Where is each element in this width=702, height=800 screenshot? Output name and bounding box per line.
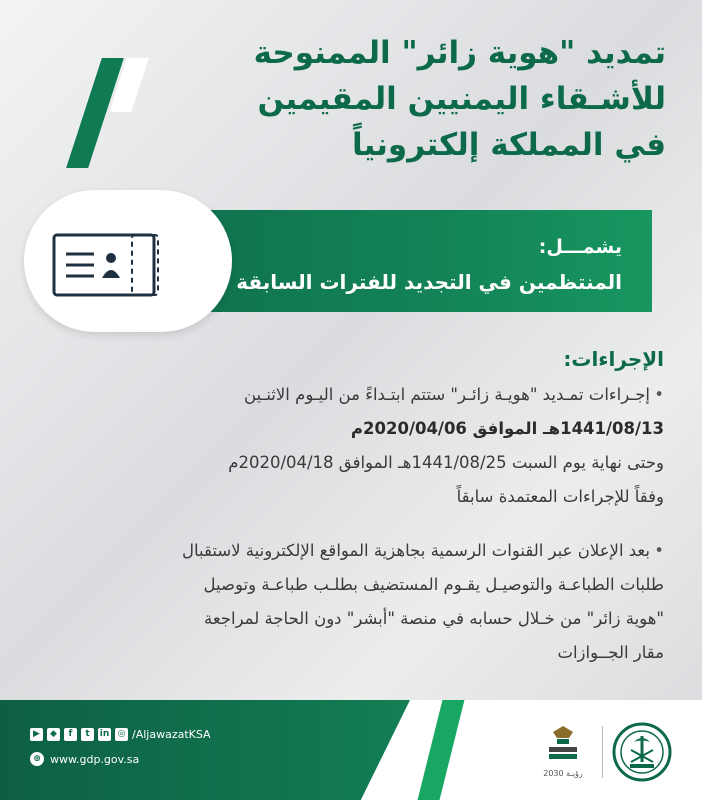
title-line-3: في المملكة إلكترونياً <box>352 127 666 163</box>
procedures-heading: الإجراءات: <box>563 347 664 371</box>
footer-accent-stripe <box>418 700 465 800</box>
procedure-1-line-1: إجـراءات تمـديد "هويـة زائـر" ستتم ابتـداءً من اليـوم الاثنـين <box>243 385 650 404</box>
bullet-icon: • <box>654 385 664 404</box>
decorative-stripe-green <box>66 58 124 168</box>
bullet-icon: • <box>654 541 664 560</box>
includes-text: المنتظمين في التجديد للفترات السابقة <box>236 270 622 294</box>
globe-icon: ⊕ <box>30 752 44 766</box>
includes-label: يشمـــل: <box>538 236 622 258</box>
procedure-2-line-4: مقار الجــوازات <box>557 643 664 662</box>
procedure-item-1 <box>64 378 664 514</box>
logo-divider <box>602 726 603 778</box>
snapchat-icon[interactable]: ◆ <box>47 728 60 741</box>
footer <box>0 700 702 800</box>
website-link[interactable] <box>30 752 139 766</box>
id-card-icon <box>24 190 232 332</box>
procedure-1-line-2: 1441/08/13هـ الموافق 2020/04/06م <box>350 419 664 438</box>
id-card-badge <box>24 190 232 332</box>
website-url[interactable]: www.gdp.gov.sa <box>50 752 140 766</box>
title-line-1: تمديد "هوية زائر" الممنوحة <box>253 35 666 71</box>
procedure-1-line-4: وفقاً للإجراءات المعتمدة سابقاً <box>456 487 664 506</box>
footer-green-band <box>0 700 410 800</box>
instagram-icon[interactable]: ◎ <box>115 728 128 741</box>
social-handle[interactable]: /AljawazatKSA <box>132 728 211 741</box>
procedure-2-line-1: بعد الإعلان عبر القنوات الرسمية بجاهزية المواقع الإلكترونية لاستقبال <box>182 541 650 560</box>
jawazat-emblem-logo <box>612 722 672 782</box>
procedure-2-line-3: "هوية زائر" من خـلال حسابه في منصة "أبشر" دون الحاجة لمراجعة <box>203 609 664 628</box>
procedure-1-line-3: وحتى نهاية يوم السبت 1441/08/25هـ الموافق 2020/04/18م <box>228 453 664 472</box>
vision-caption: رؤيـة 2030 <box>543 769 583 778</box>
social-links <box>30 728 211 741</box>
page-title <box>146 30 666 168</box>
procedure-2-line-2: طلبات الطباعـة والتوصيـل يقـوم المستضيف بطلـب طباعـة وتوصيل <box>203 575 664 594</box>
twitter-icon[interactable]: t <box>81 728 94 741</box>
procedure-item-2 <box>64 534 664 670</box>
youtube-icon[interactable]: ▶ <box>30 728 43 741</box>
linkedin-icon[interactable]: in <box>99 729 110 739</box>
title-line-2: للأشـقاء اليمنيين المقيمين <box>257 81 666 117</box>
vision-2030-logo <box>535 722 591 784</box>
facebook-icon[interactable]: f <box>64 728 77 741</box>
